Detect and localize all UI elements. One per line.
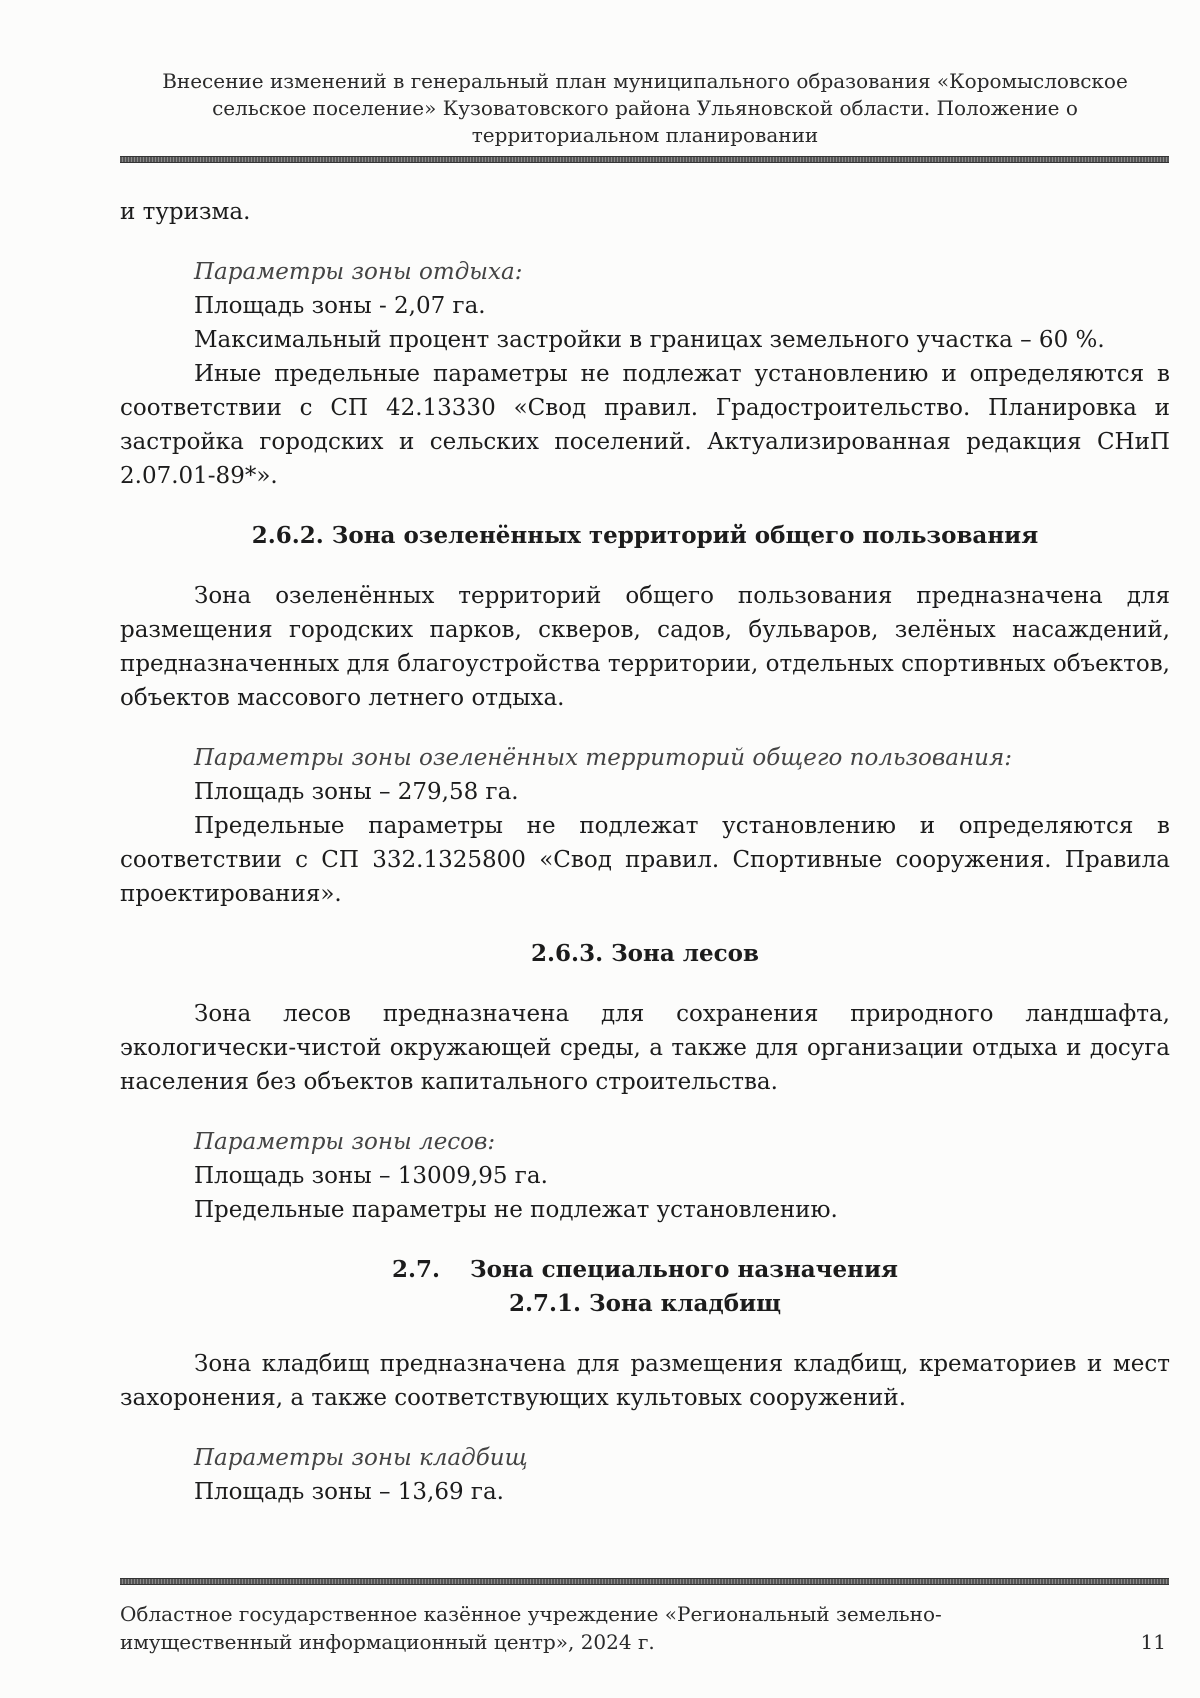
header-divider — [120, 156, 1169, 163]
forest-limits: Предельные параметры не подлежат установлению. — [194, 1197, 838, 1223]
section-heading-forest-zone: 2.6.3. Зона лесов — [531, 940, 759, 967]
subsection-heading-cemetery: 2.7.1. Зона кладбищ — [508, 1290, 782, 1317]
footer-divider — [120, 1578, 1169, 1585]
page-number: 11 — [1140, 1630, 1166, 1654]
cemetery-description: Зона кладбищ предназначена для размещения кладбищ, крематориев и мест захоронения, а также соответствующих культовых сооружений. — [120, 1351, 1170, 1411]
page-footer — [120, 1600, 1170, 1656]
cemetery-area: Площадь зоны – 13,69 га. — [194, 1479, 504, 1505]
page-header: Внесение изменений в генеральный план муниципального образования «Коромысловское сельское поселение» Кузоватовского района Ульяновской области. Положение о территориальном планировании — [162, 69, 1128, 147]
section-number: 2.7. — [391, 1256, 440, 1283]
document-body — [120, 195, 1170, 1509]
footer-organization: Областное государственное казённое учреждение «Региональный земельно-имущественный информационный центр», 2024 г. — [120, 1602, 942, 1654]
forest-params-title: Параметры зоны лесов: — [194, 1129, 496, 1155]
recreation-max-percent: Максимальный процент застройки в границах земельного участка – 60 %. — [194, 327, 1105, 353]
section-heading-special-zone — [120, 1253, 1170, 1287]
green-params-title: Параметры зоны озеленённых территорий общего пользования: — [194, 745, 1012, 771]
section-heading-green-zone: 2.6.2. Зона озеленённых территорий общего пользования — [251, 522, 1039, 549]
forest-zone-description: Зона лесов предназначена для сохранения природного ландшафта, экологически-чистой окружающей среды, а также для организации отдыха и досуга населения без объектов капитального строительства. — [120, 1001, 1170, 1095]
green-area: Площадь зоны – 279,58 га. — [194, 779, 519, 805]
recreation-params-title: Параметры зоны отдыха: — [194, 259, 523, 285]
green-limits: Предельные параметры не подлежат установлению и определяются в соответствии с СП 332.1325800 «Свод правил. Спортивные сооружения. Правила проектирования». — [120, 813, 1170, 907]
recreation-area: Площадь зоны - 2,07 га. — [194, 293, 486, 319]
forest-area: Площадь зоны – 13009,95 га. — [194, 1163, 548, 1189]
green-zone-description: Зона озеленённых территорий общего пользования предназначена для размещения городских парков, скверов, садов, бульваров, зелёных насаждений, предназначенных для благоустройства территории, отдельных спортивных объектов, объектов массового летнего отдыха. — [120, 583, 1170, 711]
continuation-text: и туризма. — [120, 199, 251, 225]
section-title: Зона специального назначения — [469, 1256, 899, 1283]
cemetery-params-title: Параметры зоны кладбищ — [194, 1445, 528, 1471]
recreation-other-params: Иные предельные параметры не подлежат установлению и определяются в соответствии с СП 42.13330 «Свод правил. Градостроительство. Планировка и застройка городских и сельских поселений. Актуализированная редакция СНиП 2.07.01-89*». — [120, 361, 1170, 489]
